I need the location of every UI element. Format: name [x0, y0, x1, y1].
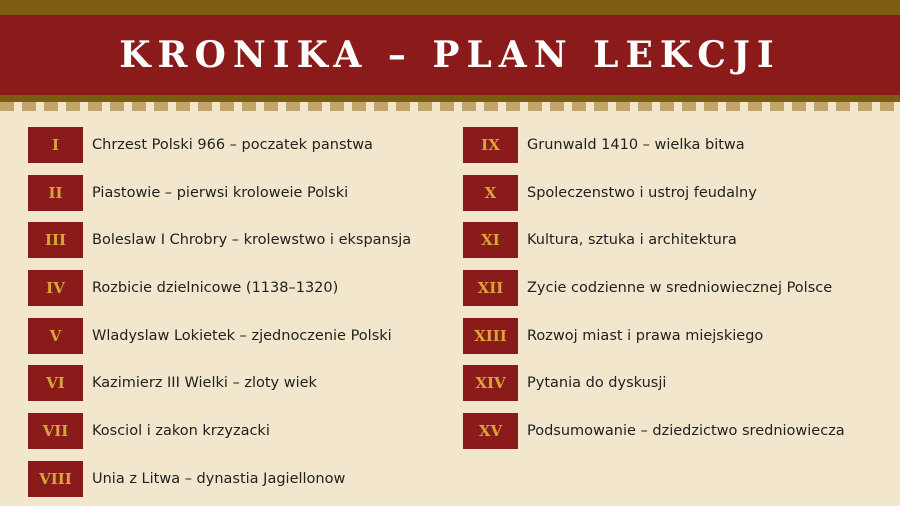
- agenda-item-label: Kultura, sztuka i architektura: [527, 232, 737, 249]
- agenda-item: [28, 413, 411, 449]
- agenda-item-label: Rozwoj miast i prawa miejskiego: [527, 327, 764, 344]
- roman-numeral-badge: V: [28, 318, 83, 354]
- banner-border: [0, 95, 900, 102]
- agenda-item: [463, 270, 845, 306]
- decorative-dashes: [0, 102, 900, 111]
- agenda-item: [463, 365, 845, 401]
- roman-numeral-badge: IV: [28, 270, 83, 306]
- agenda-item-label: Kazimierz III Wielki – zloty wiek: [92, 375, 317, 392]
- agenda-item: [28, 175, 411, 211]
- agenda-item-label: Grunwald 1410 – wielka bitwa: [527, 137, 745, 153]
- roman-numeral-badge: II: [28, 175, 83, 211]
- roman-numeral-badge: XI: [463, 222, 518, 258]
- agenda-item-label: Piastowie – pierwsi kroloweie Polski: [92, 184, 349, 201]
- agenda-item-label: Rozbicie dzielnicowe (1138–1320): [92, 280, 339, 297]
- agenda-item-label: Chrzest Polski 966 – poczatek panstwa: [92, 137, 373, 153]
- agenda-item: [28, 365, 411, 401]
- agenda-item: [463, 127, 845, 163]
- agenda-column-right: [463, 127, 845, 461]
- roman-numeral-badge: X: [463, 175, 518, 211]
- roman-numeral-badge: XIV: [463, 365, 518, 401]
- agenda-item: [28, 222, 411, 258]
- agenda-item-label: Kosciol i zakon krzyzacki: [92, 423, 270, 440]
- agenda-item: [463, 175, 845, 211]
- agenda-item-label: Zycie codzienne w sredniowiecznej Polsce: [527, 280, 833, 297]
- roman-numeral-badge: XIII: [463, 318, 518, 354]
- roman-numeral-badge: III: [28, 222, 83, 258]
- agenda-item-label: Unia z Litwa – dynastia Jagiellonow: [92, 470, 346, 487]
- agenda-item: [463, 318, 845, 354]
- agenda-item: [463, 222, 845, 258]
- roman-numeral-badge: VII: [28, 413, 83, 449]
- agenda-item: [463, 413, 845, 449]
- roman-numeral-badge: I: [28, 127, 83, 163]
- agenda-item-label: Pytania do dyskusji: [527, 375, 667, 392]
- page-title: KRONIKA – PLAN LEKCJI: [119, 34, 781, 76]
- title-banner: [0, 15, 900, 95]
- agenda-item: [28, 127, 411, 163]
- agenda-item: [28, 318, 411, 354]
- roman-numeral-badge: XV: [463, 413, 518, 449]
- top-stripe: [0, 0, 900, 15]
- roman-numeral-badge: XII: [463, 270, 518, 306]
- agenda-item-label: Wladyslaw Lokietek – zjednoczenie Polski: [92, 327, 392, 344]
- agenda-item-label: Podsumowanie – dziedzictwo sredniowiecza: [527, 423, 845, 440]
- agenda-column-left: [28, 127, 411, 506]
- agenda-item-label: Boleslaw I Chrobry – krolewstwo i ekspansja: [92, 232, 412, 249]
- agenda-item: [28, 461, 411, 497]
- agenda-item-label: Spoleczenstwo i ustroj feudalny: [527, 184, 757, 201]
- roman-numeral-badge: VI: [28, 365, 83, 401]
- agenda-item: [28, 270, 411, 306]
- roman-numeral-badge: VIII: [28, 461, 83, 497]
- roman-numeral-badge: IX: [463, 127, 518, 163]
